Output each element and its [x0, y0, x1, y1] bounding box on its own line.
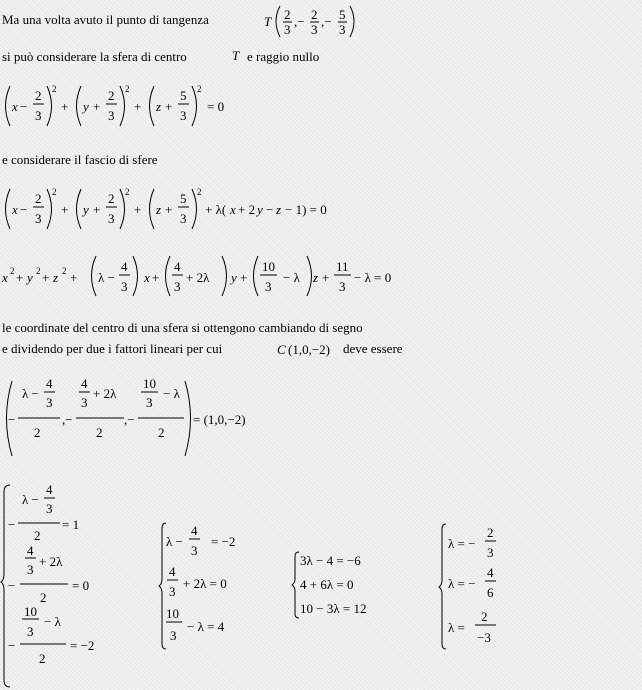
svg-text:+ 2: + 2: [238, 202, 256, 217]
svg-text:− λ: − λ: [163, 386, 180, 401]
svg-text:,−: ,−: [62, 412, 73, 427]
centre-text-2: e dividendo per due i fattori lineari per cui: [2, 341, 223, 356]
svg-text:3λ − 4 = −6: 3λ − 4 = −6: [300, 553, 361, 568]
svg-text:y: y: [257, 202, 263, 217]
svg-text:3: 3: [265, 279, 272, 294]
svg-text:+: +: [134, 99, 142, 114]
svg-text:= −2: = −2: [211, 534, 236, 549]
svg-text:+: +: [61, 202, 69, 217]
svg-text:3: 3: [108, 108, 115, 123]
centre-point-formula: C: [277, 342, 286, 357]
svg-text:2: 2: [10, 266, 15, 276]
svg-text:x: x: [12, 99, 18, 114]
svg-text:3: 3: [169, 584, 176, 599]
svg-text:4: 4: [121, 259, 128, 274]
svg-text:x: x: [2, 270, 8, 285]
svg-text:+: +: [322, 270, 330, 285]
svg-text:3: 3: [174, 279, 181, 294]
svg-text:4: 4: [27, 543, 34, 558]
svg-text:+: +: [16, 270, 24, 285]
svg-text:λ −: λ −: [22, 492, 39, 507]
svg-text:λ = −: λ = −: [448, 536, 476, 551]
svg-text:3: 3: [27, 624, 34, 639]
centre-symbol: T: [232, 48, 240, 63]
svg-text:+: +: [240, 270, 248, 285]
svg-text:x: x: [12, 202, 18, 217]
svg-text:6: 6: [487, 585, 494, 600]
svg-text:4: 4: [487, 565, 494, 580]
bundle-text: e considerare il fascio di sfere: [2, 152, 158, 167]
svg-text:−: −: [266, 202, 274, 217]
sphere-bundle-equation: [6, 187, 327, 229]
svg-text:2: 2: [125, 84, 130, 94]
svg-text:2: 2: [108, 88, 115, 103]
svg-text:2: 2: [35, 88, 42, 103]
svg-text:− 1) = 0: − 1) = 0: [285, 202, 327, 217]
svg-text:2: 2: [481, 609, 488, 624]
svg-text:λ =: λ =: [448, 620, 465, 635]
svg-text:y: y: [231, 270, 237, 285]
svg-text:−: −: [8, 517, 16, 532]
sphere-null-radius-equation: [6, 84, 225, 126]
svg-text:3: 3: [81, 395, 88, 410]
svg-text:−: −: [8, 412, 16, 427]
svg-text:5: 5: [180, 88, 187, 103]
svg-text:3: 3: [121, 279, 128, 294]
svg-text:−3: −3: [477, 630, 491, 645]
tangent-point-formula: [264, 6, 354, 37]
sphere-text-2: e raggio nullo: [247, 49, 320, 64]
svg-text:− λ = 4: − λ = 4: [187, 619, 225, 634]
svg-text:− λ: − λ: [283, 270, 300, 285]
svg-text:y: y: [27, 270, 33, 285]
svg-text:2: 2: [34, 528, 41, 543]
sphere-text-1: si può considerare la sfera di centro: [2, 49, 187, 64]
svg-text:3: 3: [191, 543, 198, 558]
system-1: [1, 482, 94, 687]
svg-text:2: 2: [284, 7, 291, 22]
svg-text:+: +: [61, 99, 69, 114]
svg-text:,−: ,−: [321, 14, 332, 29]
system-4: [439, 524, 496, 649]
svg-text:4: 4: [81, 376, 88, 391]
svg-text:3: 3: [487, 545, 494, 560]
svg-text:2: 2: [158, 425, 165, 440]
svg-text:3: 3: [46, 501, 53, 516]
svg-text:2: 2: [125, 187, 130, 197]
svg-text:−: −: [8, 578, 16, 593]
svg-text:= 1: = 1: [62, 517, 80, 532]
svg-text:5: 5: [339, 7, 346, 22]
svg-text:3: 3: [311, 22, 318, 37]
svg-text:4: 4: [191, 523, 198, 538]
svg-text:x: x: [144, 270, 150, 285]
svg-text:2: 2: [487, 525, 494, 540]
svg-text:3: 3: [180, 108, 187, 123]
svg-text:−: −: [20, 99, 28, 114]
svg-text:,−: ,−: [294, 14, 305, 29]
svg-text:2: 2: [35, 191, 42, 206]
svg-text:z: z: [156, 99, 162, 114]
svg-text:2: 2: [108, 191, 115, 206]
expanded-equation: [1, 256, 391, 296]
svg-text:3: 3: [170, 628, 177, 643]
intro-text: Ma una volta avuto il punto di tangenza: [2, 12, 209, 27]
svg-text:z: z: [53, 270, 59, 285]
svg-text:+: +: [165, 99, 173, 114]
svg-text:10: 10: [262, 259, 275, 274]
svg-text:10 − 3λ = 12: 10 − 3λ = 12: [300, 601, 367, 616]
svg-text:3: 3: [108, 211, 115, 226]
svg-text:3: 3: [27, 562, 34, 577]
svg-text:z: z: [276, 202, 282, 217]
svg-text:2: 2: [62, 266, 67, 276]
svg-text:λ −: λ −: [166, 534, 183, 549]
svg-text:4: 4: [169, 564, 176, 579]
system-2: [159, 523, 235, 649]
svg-text:T: T: [264, 14, 272, 29]
svg-text:(1,0,−2): (1,0,−2): [288, 342, 330, 357]
svg-text:2: 2: [197, 187, 202, 197]
svg-text:z: z: [156, 202, 162, 217]
svg-text:3: 3: [284, 22, 291, 37]
svg-text:3: 3: [339, 279, 346, 294]
svg-text:4: 4: [174, 259, 181, 274]
svg-text:2: 2: [34, 425, 41, 440]
svg-text:10: 10: [143, 376, 156, 391]
svg-text:2: 2: [52, 187, 57, 197]
svg-text:11: 11: [336, 259, 349, 274]
svg-text:+: +: [42, 270, 50, 285]
svg-text:4: 4: [46, 482, 53, 497]
centre-text-3: deve essere: [343, 341, 403, 356]
svg-text:+ 2λ: + 2λ: [186, 270, 210, 285]
svg-text:2: 2: [52, 84, 57, 94]
svg-text:= (1,0,−2): = (1,0,−2): [193, 412, 246, 427]
svg-text:λ = −: λ = −: [448, 576, 476, 591]
svg-text:+ 2λ = 0: + 2λ = 0: [183, 576, 227, 591]
svg-text:2: 2: [197, 84, 202, 94]
svg-text:= −2: = −2: [70, 638, 95, 653]
svg-text:2: 2: [36, 266, 41, 276]
svg-text:+ 2λ: + 2λ: [93, 386, 117, 401]
svg-text:2: 2: [39, 651, 46, 666]
svg-text:,−: ,−: [124, 412, 135, 427]
svg-text:4 + 6λ = 0: 4 + 6λ = 0: [300, 577, 354, 592]
svg-text:= 0: = 0: [207, 99, 225, 114]
svg-text:+: +: [93, 99, 101, 114]
system-3: [292, 552, 366, 618]
svg-text:3: 3: [35, 211, 42, 226]
svg-text:+ 2λ: + 2λ: [39, 554, 63, 569]
svg-text:+ λ(: + λ(: [205, 202, 227, 217]
svg-text:3: 3: [180, 211, 187, 226]
svg-text:3: 3: [339, 22, 346, 37]
svg-text:λ −: λ −: [98, 270, 115, 285]
svg-text:3: 3: [35, 108, 42, 123]
svg-text:− λ: − λ: [44, 614, 61, 629]
svg-text:z: z: [313, 270, 319, 285]
svg-text:3: 3: [46, 395, 53, 410]
svg-text:x: x: [230, 202, 236, 217]
svg-text:+: +: [165, 202, 173, 217]
svg-text:= 0: = 0: [72, 578, 90, 593]
svg-text:λ −: λ −: [22, 386, 39, 401]
svg-text:+: +: [93, 202, 101, 217]
svg-text:10: 10: [166, 606, 179, 621]
centre-condition-equation: [7, 376, 246, 456]
centre-text-1: le coordinate del centro di una sfera si ottengono cambiando di segno: [2, 320, 363, 335]
svg-text:2: 2: [311, 7, 318, 22]
svg-text:4: 4: [46, 376, 53, 391]
svg-text:y: y: [83, 202, 89, 217]
svg-text:+: +: [152, 270, 160, 285]
svg-text:− λ = 0: − λ = 0: [354, 270, 392, 285]
svg-text:5: 5: [180, 191, 187, 206]
svg-text:3: 3: [146, 395, 153, 410]
svg-text:−: −: [8, 638, 16, 653]
svg-text:+: +: [70, 270, 78, 285]
svg-text:10: 10: [24, 604, 37, 619]
svg-text:2: 2: [40, 590, 47, 605]
svg-text:+: +: [134, 202, 142, 217]
svg-text:2: 2: [96, 425, 103, 440]
svg-text:−: −: [20, 202, 28, 217]
svg-text:y: y: [83, 99, 89, 114]
